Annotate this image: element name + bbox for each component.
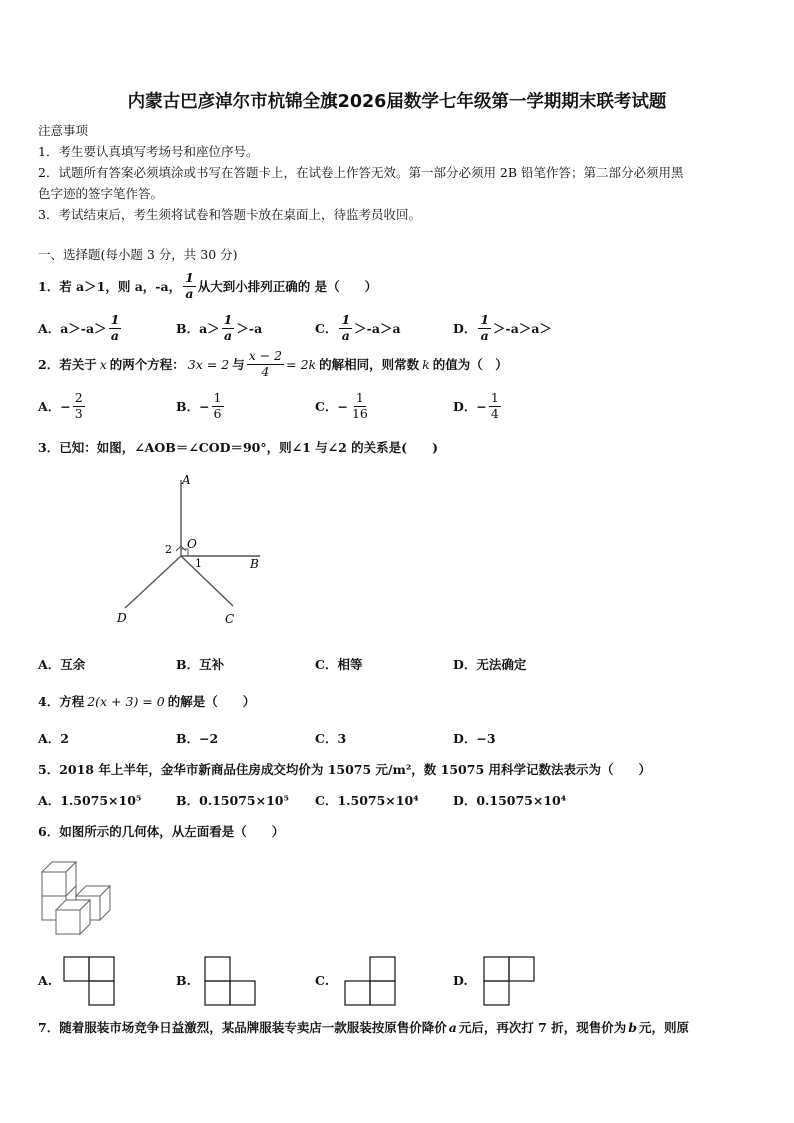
angle-figure	[100, 468, 280, 633]
ray-oc	[181, 556, 233, 606]
q6-option-b-figure	[203, 955, 259, 1007]
q6-option-b: B.	[176, 973, 191, 988]
question-5: 5．2018 年上半年，金华市新商品住房成交均价为 15075 元/m²，数 15075 用科学记数法表示为（ ）	[38, 762, 651, 777]
q6-option-d: D.	[453, 973, 468, 988]
note-2-line1: 2．试题所有答案必须填涂或书写在答题卡上，在试卷上作答无效。第一部分必须用 2B 铅笔作答；第二部分必须用黑	[38, 165, 684, 180]
q4-option-c: C．3	[315, 731, 347, 746]
q1-post: 从大到小排列正确的 是（ ）	[197, 279, 378, 294]
ray-od	[125, 556, 181, 608]
question-3: 3．已知：如图，∠AOB＝∠COD＝90°，则∠1 与∠2 的关系是( )	[38, 440, 438, 455]
q4-option-a: A．2	[38, 731, 69, 746]
q6-option-d-figure	[482, 955, 538, 1007]
note-3: 3．考试结束后，考生须将试卷和答题卡放在桌面上，待监考员收回。	[38, 207, 421, 222]
q4-option-b: B．−2	[176, 731, 219, 746]
notes-heading: 注意事项	[38, 123, 89, 138]
q5-option-a: A．1.5075×10⁵	[38, 793, 142, 808]
q5-option-b: B．0.15075×10⁵	[176, 793, 289, 808]
solid-figure	[38, 852, 118, 942]
question-1	[38, 272, 377, 300]
q1-option-d: D． $\frac{1}{a}$ ＞-a＞a＞	[453, 312, 552, 343]
q2-option-d: D．− $\frac{1}{4}$	[453, 390, 499, 421]
label-angle-2: 2	[165, 543, 172, 556]
label-b: B	[250, 557, 259, 571]
q2-option-c: C．− $\frac{1}{16}$	[315, 390, 368, 421]
q1-option-c: C． $\frac{1}{a}$ ＞-a＞a	[315, 312, 401, 343]
question-6: 6．如图所示的几何体，从左面看是（ ）	[38, 824, 285, 839]
q4-option-d: D．−3	[453, 731, 496, 746]
q2-option-a: A．− $\frac{2}{3}$	[38, 390, 83, 421]
q5-option-c: C．1.5075×10⁴	[315, 793, 419, 808]
question-7: 7．随着服装市场竞争日益激烈，某品牌服装专卖店一款服装按原售价降价 a 元后，再次打 7 折，现售价为 b 元，则原	[38, 1019, 689, 1035]
q6-option-a-figure	[62, 955, 118, 1007]
q6-option-c-figure	[343, 955, 399, 1007]
q1-pre: 1．若 a＞1，则 a，-a，	[38, 279, 182, 294]
q6-option-c: C.	[315, 973, 330, 988]
label-angle-1: 1	[195, 557, 202, 570]
q6-option-a: A.	[38, 973, 53, 988]
q5-option-d: D．0.15075×10⁴	[453, 793, 567, 808]
question-2: 2．若关于 x 的两个方程： 3x = 2 与 $\frac{x - 2}{4}$ = 2k 的解相同，则常数 k 的值为（ ）	[38, 348, 508, 379]
label-a: A	[182, 473, 191, 487]
q3-option-a: A．互余	[38, 657, 86, 672]
q2-option-b: B．− $\frac{1}{6}$	[176, 390, 222, 421]
label-o: O	[187, 537, 197, 551]
note-2-line2: 色字迹的签字笔作答。	[38, 186, 164, 201]
label-d: D	[117, 611, 127, 625]
q3-option-c: C．相等	[315, 657, 363, 672]
section-heading: 一、选择题(每小题 3 分，共 30 分)	[38, 247, 238, 262]
q1-option-a: A．a＞-a＞ $\frac{1}{a}$	[38, 312, 120, 343]
note-1: 1．考生要认真填写考场号和座位序号。	[38, 144, 259, 159]
q1-fraction: $\frac{1}{a}$	[185, 270, 194, 301]
q3-option-d: D．无法确定	[453, 657, 527, 672]
q1-option-b: B．a＞ $\frac{1}{a}$ ＞-a	[176, 312, 263, 343]
page-title: 内蒙古巴彦淖尔市杭锦全旗2026届数学七年级第一学期期末联考试题	[127, 92, 667, 112]
question-4: 4．方程 2(x + 3) = 0 的解是（ ）	[38, 693, 256, 709]
label-c: C	[225, 612, 235, 626]
q3-option-b: B．互补	[176, 657, 225, 672]
